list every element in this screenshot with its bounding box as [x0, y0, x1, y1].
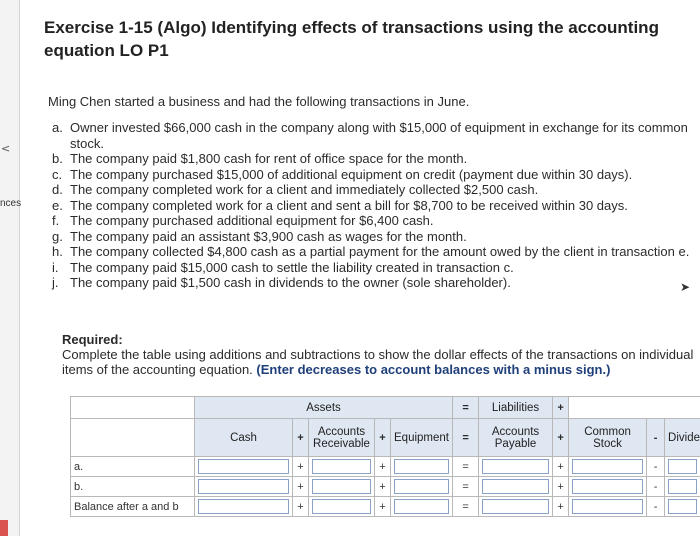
list-item: a. Owner invested $66,000 cash in the company along with $15,000 of equipment in exchange for its common stock. — [52, 120, 688, 151]
list-item: e. The company completed work for a client and sent a bill for $8,700 to be received within 30 days. — [52, 197, 628, 213]
accounts-payable-balance-input[interactable] — [482, 499, 549, 514]
plus-sign: + — [553, 397, 569, 419]
minus-sign: - — [647, 457, 665, 477]
list-item: f. The company purchased additional equipment for $6,400 cash. — [52, 213, 434, 228]
cash-input-b[interactable] — [198, 479, 289, 494]
accounts-payable-input-a[interactable] — [482, 459, 549, 474]
chevron-left-icon[interactable]: < — [1, 142, 11, 155]
plus-sign: + — [293, 477, 309, 497]
plus-sign: + — [375, 457, 391, 477]
intro-text: Ming Chen started a business and had the following transactions in June. — [48, 94, 470, 109]
col-common-stock: Common Stock — [569, 419, 647, 457]
col-equipment: Equipment — [391, 419, 453, 457]
plus-sign: + — [293, 419, 309, 457]
col-dividends: Divide — [665, 419, 700, 457]
equipment-input-a[interactable] — [394, 459, 449, 474]
cash-input-a[interactable] — [198, 459, 289, 474]
equals-sign: = — [453, 477, 479, 497]
list-item: b. The company paid $1,800 cash for rent of office space for the month. — [52, 151, 468, 166]
column-header-row — [71, 419, 700, 457]
common-stock-balance-input[interactable] — [572, 499, 643, 514]
required-instructions — [62, 332, 694, 377]
sidebar-label[interactable]: nces — [0, 198, 22, 209]
equipment-balance-input[interactable] — [394, 499, 449, 514]
cash-balance-input[interactable] — [198, 499, 289, 514]
accounts-receivable-input-a[interactable] — [312, 459, 371, 474]
col-cash: Cash — [195, 419, 293, 457]
table-row — [71, 477, 700, 497]
common-stock-input-b[interactable] — [572, 479, 643, 494]
sidebar-red-marker — [0, 520, 8, 536]
accounts-receivable-balance-input[interactable] — [312, 499, 371, 514]
table-row — [71, 497, 700, 517]
accounts-receivable-input-b[interactable] — [312, 479, 371, 494]
mouse-cursor-icon: ➤ — [680, 280, 691, 294]
plus-sign: + — [293, 497, 309, 517]
list-item: i. The company paid $15,000 cash to settle the liability created in transaction c. — [52, 259, 514, 275]
accounts-payable-input-b[interactable] — [482, 479, 549, 494]
row-label: a. — [71, 457, 195, 477]
page-title: Exercise 1-15 (Algo) Identifying effects of transactions using the accounting equation LO P1 — [44, 18, 659, 60]
left-sidebar-strip — [0, 0, 20, 536]
equals-sign: = — [453, 457, 479, 477]
list-item: g. The company paid an assistant $3,900 cash as wages for the month. — [52, 228, 467, 244]
minus-sign: - — [647, 419, 665, 457]
list-item: d. The company completed work for a client and immediately collected $2,500 cash. — [52, 182, 539, 197]
equals-sign: = — [453, 419, 479, 457]
equipment-input-b[interactable] — [394, 479, 449, 494]
accounting-equation-table — [70, 396, 700, 517]
group-header-row — [71, 397, 700, 419]
plus-sign: + — [553, 497, 569, 517]
minus-sign: - — [647, 497, 665, 517]
row-label: Balance after a and b — [71, 497, 195, 517]
plus-sign: + — [293, 457, 309, 477]
list-item: j. The company paid $1,500 cash in dividends to the owner (sole shareholder). — [52, 275, 511, 290]
plus-sign: + — [375, 419, 391, 457]
plus-sign: + — [553, 477, 569, 497]
common-stock-input-a[interactable] — [572, 459, 643, 474]
row-label: b. — [71, 477, 195, 497]
assets-group-header: Assets — [195, 397, 453, 419]
transaction-list — [52, 120, 692, 291]
liabilities-group-header: Liabilities — [479, 397, 553, 419]
equals-sign: = — [453, 397, 479, 419]
col-accounts-payable: Accounts Payable — [479, 419, 553, 457]
dividends-balance-input[interactable] — [668, 499, 697, 514]
list-item: c. The company purchased $15,000 of additional equipment on credit (payment due within 30 days). — [52, 166, 633, 182]
minus-sign: - — [647, 477, 665, 497]
table-row — [71, 457, 700, 477]
equals-sign: = — [453, 497, 479, 517]
plus-sign: + — [553, 419, 569, 457]
required-text: Complete the table using additions and subtractions to show the dollar effects of the transactions on individual items of the accounting equation. — [62, 347, 694, 377]
required-heading: Required: — [62, 332, 123, 347]
col-accounts-receivable: Accounts Receivable — [309, 419, 375, 457]
plus-sign: + — [375, 497, 391, 517]
question-content — [44, 16, 694, 377]
list-item: h. The company collected $4,800 cash as a partial payment for the amount owed by the client in transaction e. — [52, 244, 690, 259]
dividends-input-a[interactable] — [668, 459, 697, 474]
plus-sign: + — [375, 477, 391, 497]
dividends-input-b[interactable] — [668, 479, 697, 494]
plus-sign: + — [553, 457, 569, 477]
required-emphasis: (Enter decreases to account balances with a minus sign.) — [256, 362, 611, 377]
